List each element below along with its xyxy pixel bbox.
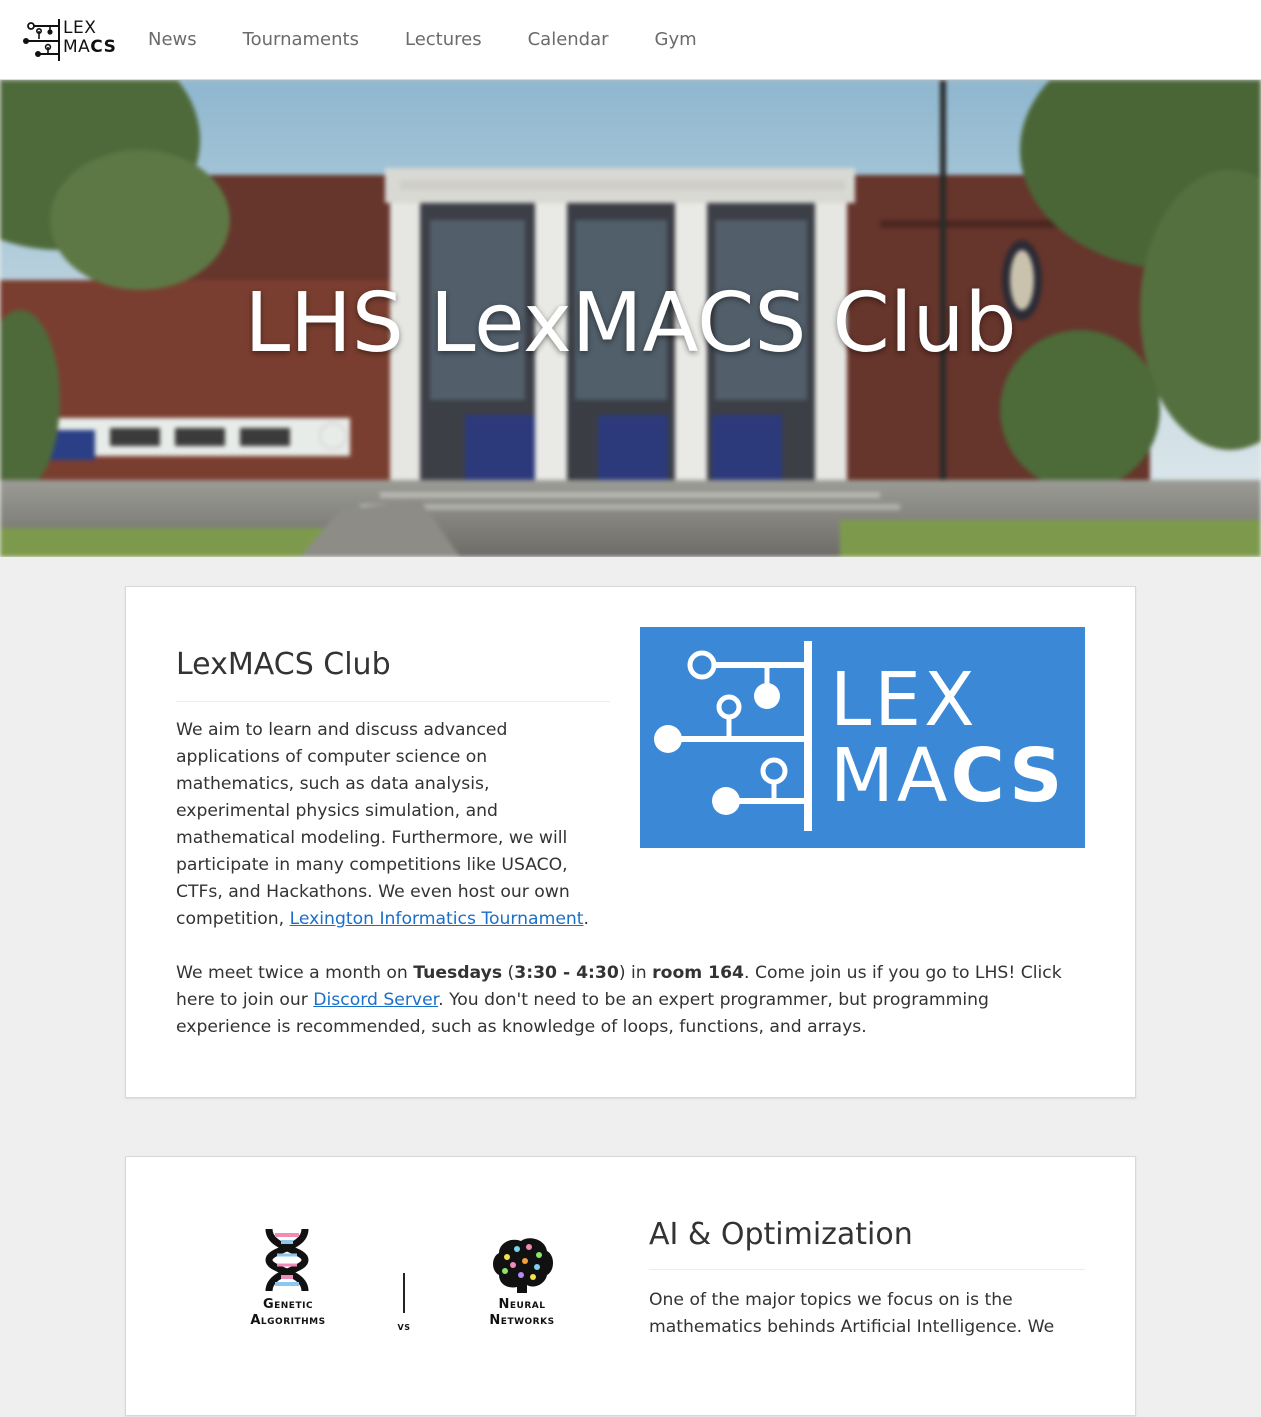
club-description-line: experimental physics simulation, and <box>176 801 498 821</box>
discord-server-link[interactable]: Discord Server <box>313 990 439 1010</box>
nav-link-tournaments[interactable]: Tournaments <box>242 29 359 50</box>
logo-word-macs <box>830 733 1066 819</box>
genetic-algorithms-label <box>236 1297 340 1329</box>
meeting-room: room 164 <box>652 963 745 983</box>
ai-description <box>649 1287 1089 1341</box>
genetic-label-line: Genetic <box>262 1297 314 1312</box>
dna-helix-icon <box>259 1227 315 1293</box>
neural-label-line: Networks <box>489 1313 555 1328</box>
top-navbar <box>0 0 1261 80</box>
logo-text-macs <box>63 39 116 56</box>
meeting-text: ( <box>502 963 515 983</box>
nav-link-calendar[interactable]: Calendar <box>527 29 609 50</box>
vs-label: vs <box>397 1320 411 1333</box>
logo-word-lex: LEX <box>830 657 978 743</box>
ai-heading: AI & Optimization <box>649 1217 913 1252</box>
ai-optimization-card <box>125 1156 1136 1416</box>
meeting-text: . You don't need to be an expert programmer, but programming <box>438 990 989 1010</box>
vs-divider <box>403 1273 405 1313</box>
competition-prefix: competition, <box>176 909 290 929</box>
club-description-line: CTFs, and Hackathons. We even host our own <box>176 882 570 902</box>
club-description <box>176 717 616 933</box>
meeting-line <box>176 960 1086 987</box>
lexmacs-large-logo <box>640 627 1085 848</box>
neural-networks-label <box>470 1297 574 1329</box>
logo-text-ma: MA <box>63 37 91 57</box>
hero-title: LHS LexMACS Club <box>244 276 1017 371</box>
lit-tournament-link[interactable]: Lexington Informatics Tournament <box>289 909 584 929</box>
about-club-card <box>125 586 1136 1098</box>
circuit-logo-icon <box>22 17 62 63</box>
ga-vs-nn-illustration <box>236 1227 566 1417</box>
logo-word-ma: MA <box>830 733 951 819</box>
meeting-text: . Come join us if you go to LHS! Click <box>744 963 1062 983</box>
nav-link-news[interactable]: News <box>148 29 197 50</box>
lexmacs-logo-link[interactable] <box>22 17 118 63</box>
nav-link-gym[interactable]: Gym <box>654 29 697 50</box>
club-description-line: participate in many competitions like USACO, <box>176 855 568 875</box>
meeting-day: Tuesdays <box>413 963 503 983</box>
meeting-time: 3:30 - 4:30 <box>514 963 619 983</box>
heading-divider <box>176 701 610 702</box>
logo-text-cs: CS <box>90 37 117 57</box>
club-description-line: We aim to learn and discuss advanced <box>176 720 508 740</box>
genetic-label-line: Algorithms <box>250 1313 326 1328</box>
logo-text-lex: LEX <box>63 18 97 38</box>
meeting-text: We meet twice a month on <box>176 963 414 983</box>
meeting-line: experience is recommended, such as knowledge of loops, functions, and arrays. <box>176 1017 867 1037</box>
club-description-line: mathematics, such as data analysis, <box>176 774 490 794</box>
club-description-line <box>176 906 616 933</box>
meeting-info <box>176 960 1086 1041</box>
club-description-line: mathematical modeling. Furthermore, we will <box>176 828 568 848</box>
logo-word-cs: CS <box>950 733 1066 819</box>
club-heading: LexMACS Club <box>176 647 391 682</box>
heading-divider <box>649 1269 1085 1270</box>
brain-icon <box>489 1235 555 1295</box>
neural-label-line: Neural <box>498 1297 546 1312</box>
ai-description-line: One of the major topics we focus on is the <box>649 1290 1013 1310</box>
ai-description-line: mathematics behinds Artificial Intelligence. We <box>649 1317 1055 1337</box>
club-description-line: applications of computer science on <box>176 747 488 767</box>
meeting-line <box>176 987 1086 1014</box>
meeting-text: here to join our <box>176 990 314 1010</box>
nav-link-lectures[interactable]: Lectures <box>404 29 482 50</box>
hero-banner <box>0 80 1261 557</box>
meeting-text: ) in <box>618 963 653 983</box>
nav-menu <box>148 0 743 80</box>
period-text: . <box>583 909 590 929</box>
